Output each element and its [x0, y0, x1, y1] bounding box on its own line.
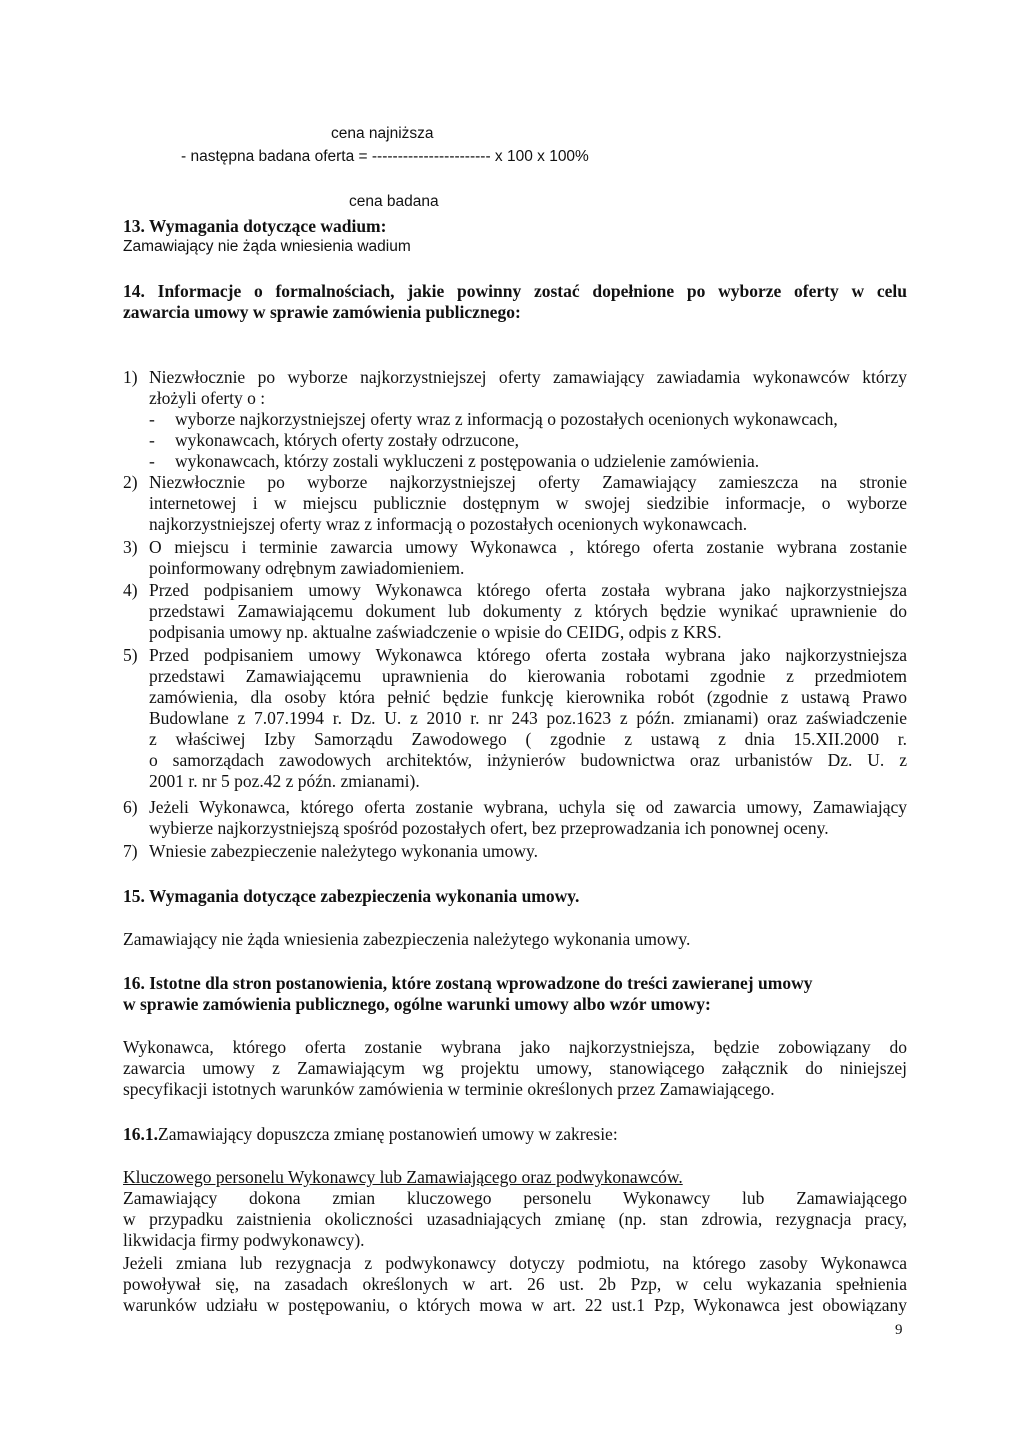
- section-16-1-heading: 16.1.Zamawiający dopuszcza zmianę postanowień umowy w zakresie:: [123, 1124, 618, 1144]
- list-item-7: 7) Wniesie zabezpieczenie należytego wykonania umowy.: [123, 841, 539, 861]
- list-item-2: 2) Niezwłocznie po wyborze najkorzystniejszej oferty Zamawiający zamieszcza na stronie internetowej i w miejscu publicznie dostępnym w swojej siedzibie informacje, o wyborze najkorzystniejszej oferty wraz z informacją o pozostałych ocenionych wykonawcach.: [123, 472, 907, 534]
- formula-line: [181, 146, 589, 167]
- section-16-1-paragraph-2: Jeżeli zmiana lub rezygnacja z podwykonawcy dotyczy podmiotu, na którego zasoby Wykonawca powoływał się, na zasadach określonych w art. 26 ust. 2b Pzp, w celu wykazania spełnienia warunków udziału w postępowaniu, o których mowa w art. 22 ust.1 Pzp, Wykonawca jest obowiązany: [123, 1253, 907, 1315]
- list-dash-item: - wyborze najkorzystniejszej oferty wraz z informacją o pozostałych ocenionych wykonawcach,: [149, 409, 838, 429]
- section-13-text: Zamawiający nie żąda wniesienia wadium: [123, 238, 411, 255]
- list-dash-item: - wykonawcach, których oferty zostały odrzucone,: [149, 430, 520, 450]
- section-14-heading: 14. Informacje o formalnościach, jakie powinny zostać dopełnione po wyborze oferty w celu zawarcia umowy w sprawie zamówienia publicznego:: [123, 281, 907, 322]
- list-item-6: 6) Jeżeli Wykonawca, którego oferta zostanie wybrana, uchyla się od zawarcia umowy, Zamawiający wybierze najkorzystniejszą spośród pozostałych ofert, bez przeprowadzania ich ponownej oceny.: [123, 797, 907, 838]
- section-15-text: Zamawiający nie żąda wniesienia zabezpieczenia należytego wykonania umowy.: [123, 929, 691, 949]
- list-item-4: 4) Przed podpisaniem umowy Wykonawca którego oferta została wybrana jako najkorzystniejsza przedstawi Zamawiającemu dokument lub dokumenty z których będzie wynikać uprawnienie do podpisania umowy np. aktualne zaświadczenie o wpisie do CEIDG, odpis z KRS.: [123, 580, 907, 642]
- section-16-paragraph: Wykonawca, którego oferta zostanie wybrana jako najkorzystniejsza, będzie zobowiązany do zawarcia umowy z Zamawiającym wg projektu umowy, stanowiącego załącznik do niniejszej specyfikacji istotnych warunków zamówienia w terminie określonych przez Zamawiającego.: [123, 1037, 907, 1099]
- list-item-5: 5) Przed podpisaniem umowy Wykonawca którego oferta została wybrana jako najkorzystniejsza przedstawi Zamawiającemu uprawnienia do kierowania robotami zgodnie z przedmiotem zamówienia, dla osoby która pełnić będzie funkcję kierownika robót (zgodnie z ustawą Prawo Budowlane z 7.07.1994 r. Dz. U. z 2010 r. nr 243 poz.1623 z późn. zmianami) oraz zaświadczenie z właściwej Izby Samorządu Zawodowego ( zgodnie z ustawą z dnia 15.XII.2000 r. o samorządach zawodowych architektów, inżynierów budownictwa oraz urbanistów Dz. U. z 2001 r. nr 5 poz.42 z późn. zmianami).: [123, 645, 907, 791]
- formula-lhs: - następna badana oferta =: [181, 148, 372, 165]
- section-16-1-subheading: Kluczowego personelu Wykonawcy lub Zamawiającego oraz podwykonawców.: [123, 1167, 683, 1187]
- list-dash-item: - wykonawcach, którzy zostali wykluczeni z postępowania o udzielenie zamówienia.: [149, 451, 760, 471]
- section-16-heading: 16. Istotne dla stron postanowienia, które zostaną wprowadzone do treści zawieranej umowy w sprawie zamówienia publicznego, ogólne warunki umowy albo wzór umowy:: [123, 973, 813, 1014]
- formula-dashes: -----------------------: [371, 148, 491, 165]
- page-number: 9: [895, 1322, 903, 1338]
- section-15-heading: 15. Wymagania dotyczące zabezpieczenia wykonania umowy.: [123, 886, 580, 906]
- list-item-3: 3) O miejscu i terminie zawarcia umowy Wykonawca , którego oferta zostanie wybrana zostanie poinformowany odrębnym zawiadomieniem.: [123, 537, 907, 578]
- formula-rhs: x 100 x 100%: [490, 148, 589, 165]
- list-item-1: 1) Niezwłocznie po wyborze najkorzystniejszej oferty zamawiający zawiadamia wykonawców którzy złożyli oferty o : - wyborze najkorzystniejszej oferty wraz z informacją o pozostałych ocenionych wykonawcach, - wykonawcach, których oferty zostały odrzucone, - wykonawcach, którzy zostali wykluczeni z postępowania o udzielenie zamówienia.: [123, 367, 907, 471]
- formula-numerator: cena najniższa: [331, 125, 434, 142]
- section-13-heading: 13. Wymagania dotyczące wadium:: [123, 216, 387, 236]
- formula-denominator: cena badana: [349, 193, 439, 210]
- section-16-1-paragraph-1: Zamawiający dokona zmian kluczowego personelu Wykonawcy lub Zamawiającego w przypadku zaistnienia okoliczności uzasadniających zmianę (np. stan zdrowia, rezygnacja pracy, likwidacja firmy podwykonawcy).: [123, 1188, 907, 1250]
